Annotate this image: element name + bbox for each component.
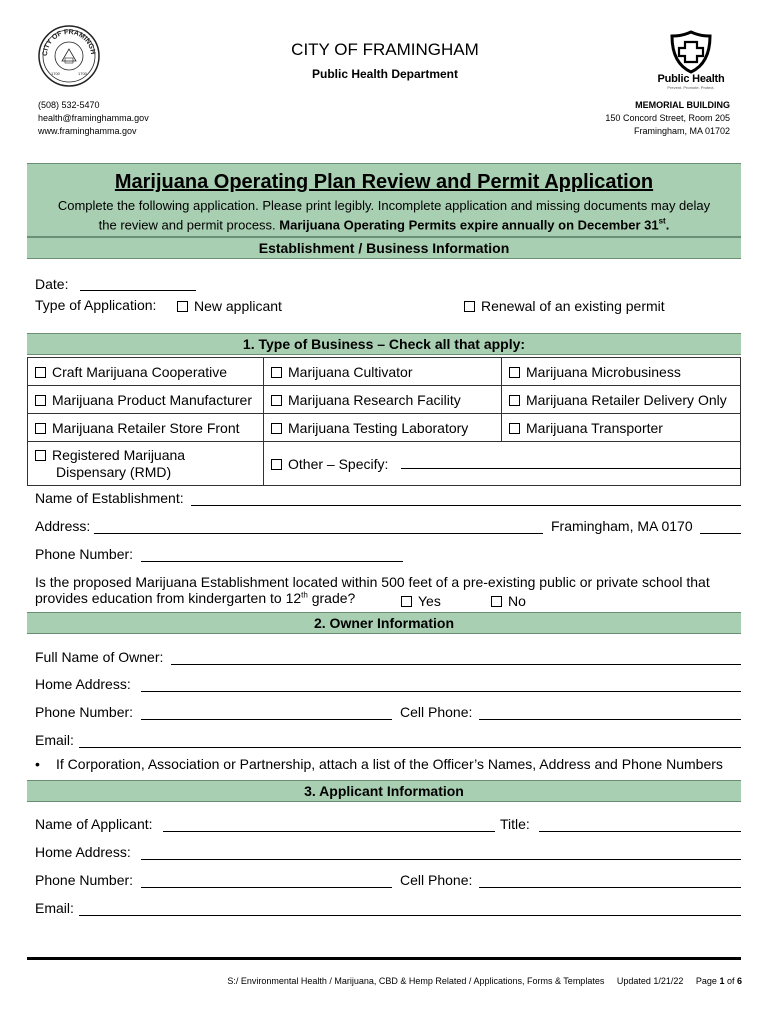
business-option[interactable] [264, 414, 502, 442]
owner-cell-field[interactable] [479, 719, 741, 720]
address-label: Address: [35, 518, 91, 534]
rmd-label-line2: Dispensary (RMD) [56, 463, 172, 480]
school-question-text: provides education from kindergarten to 12 [35, 590, 302, 606]
business-checkbox[interactable] [271, 367, 282, 378]
business-option-rmd[interactable] [28, 442, 264, 486]
footer-path: S:/ Environmental Health / Marijuana, CBD & Hemp Related / Applications, Forms & Templates [227, 976, 605, 986]
owner-email-field[interactable] [79, 747, 741, 748]
applicant-cell-label: Cell Phone: [400, 872, 473, 888]
owner-address-field[interactable] [141, 691, 741, 692]
new-applicant-checkbox[interactable] [177, 301, 188, 312]
application-type-label: Type of Application: [35, 297, 157, 313]
owner-bullet-note [35, 756, 723, 772]
school-question-sup: th [301, 590, 308, 600]
building-name: MEMORIAL BUILDING [635, 100, 730, 110]
business-option-label: Marijuana Testing Laboratory [288, 419, 469, 436]
section-applicant: 3. Applicant Information [27, 780, 741, 802]
contact-left [38, 99, 149, 138]
school-no-option[interactable] [491, 593, 526, 609]
business-option-label: Marijuana Product Manufacturer [52, 391, 252, 408]
department-website[interactable]: www.framinghamma.gov [38, 126, 137, 136]
seal-year-left: 1700 [51, 71, 60, 76]
public-health-logo [650, 30, 732, 92]
desc-sup: st [658, 217, 666, 226]
contact-right [605, 99, 730, 138]
business-option-label: Craft Marijuana Cooperative [52, 363, 228, 380]
title-banner [27, 163, 741, 237]
new-applicant-option[interactable] [177, 298, 282, 314]
school-no-checkbox[interactable] [491, 596, 502, 607]
logo-title: Public Health [657, 73, 725, 85]
other-specify-field[interactable] [401, 468, 741, 469]
applicant-name-label: Name of Applicant: [35, 816, 153, 832]
business-checkbox[interactable] [271, 395, 282, 406]
renewal-checkbox[interactable] [464, 301, 475, 312]
owner-phone-field[interactable] [141, 719, 392, 720]
owner-cell-label: Cell Phone: [400, 704, 473, 720]
section-business-type: 1. Type of Business – Check all that apply: [27, 333, 741, 355]
applicant-email-label: Email: [35, 900, 74, 916]
business-option-label: Marijuana Retailer Store Front [52, 419, 240, 436]
business-option[interactable] [28, 414, 264, 442]
business-checkbox[interactable] [35, 395, 46, 406]
desc-expiry: Marijuana Operating Permits expire annually on December 31 [279, 217, 659, 233]
form-title: Marijuana Operating Plan Review and Permit Application [114, 171, 654, 193]
business-option[interactable] [264, 386, 502, 414]
business-option[interactable] [264, 358, 502, 386]
business-type-grid [27, 357, 741, 486]
establishment-name-field[interactable] [191, 505, 741, 506]
owner-phone-label: Phone Number: [35, 704, 134, 720]
business-option-other[interactable] [264, 442, 741, 486]
shield-cross-icon [668, 30, 714, 74]
section-owner: 2. Owner Information [27, 612, 741, 634]
address-field[interactable] [94, 533, 543, 534]
business-checkbox[interactable] [509, 423, 520, 434]
owner-note-text: If Corporation, Association or Partnership, attach a list of the Officer’s Names, Address and Phone Numbers [56, 756, 723, 772]
footer-page-prefix: Page [695, 976, 720, 986]
applicant-address-field[interactable] [141, 859, 741, 860]
department-phone: (508) 532-5470 [38, 100, 100, 110]
business-checkbox[interactable] [271, 423, 282, 434]
logo-subtitle: Prevent. Promote. Protect. [667, 85, 715, 90]
applicant-address-label: Home Address: [35, 844, 131, 860]
building-city: Framingham, MA 01702 [633, 126, 730, 136]
date-field[interactable] [80, 290, 196, 291]
building-street: 150 Concord Street, Room 205 [605, 113, 730, 123]
owner-address-label: Home Address: [35, 676, 131, 692]
establishment-name-label: Name of Establishment: [35, 490, 184, 506]
owner-name-field[interactable] [171, 664, 741, 665]
new-applicant-label: New applicant [194, 298, 282, 314]
footer-page-total: 6 [736, 976, 742, 986]
seal-text: CITY OF FRAMINGH [41, 28, 97, 57]
school-yes-checkbox[interactable] [401, 596, 412, 607]
footer-page-num: 1 [719, 976, 725, 986]
business-option[interactable] [502, 358, 741, 386]
footer-updated: Updated 1/21/22 [616, 976, 684, 986]
owner-name-label: Full Name of Owner: [35, 649, 164, 665]
other-checkbox[interactable] [271, 459, 282, 470]
business-option[interactable] [502, 414, 741, 442]
desc-line2: the review and permit process. [98, 217, 280, 233]
desc-line1: Complete the following application. Please print legibly. Incomplete application and missing documents may delay [57, 198, 711, 213]
other-label: Other – Specify: [288, 455, 389, 472]
business-option-label: Marijuana Cultivator [288, 363, 413, 380]
applicant-cell-field[interactable] [479, 887, 741, 888]
rmd-checkbox[interactable] [35, 450, 46, 461]
rmd-label-line1: Registered Marijuana [52, 446, 186, 463]
department-email[interactable]: health@framinghamma.gov [38, 113, 149, 123]
school-question-end: grade? [307, 590, 356, 606]
address-city: Framingham, MA 0170 [551, 518, 693, 534]
section-establishment: Establishment / Business Information [27, 237, 741, 259]
school-no-label: No [508, 593, 526, 609]
department-title: Public Health Department [311, 67, 459, 81]
renewal-label: Renewal of an existing permit [481, 298, 665, 314]
business-checkbox[interactable] [35, 423, 46, 434]
school-question-line1: Is the proposed Marijuana Establishment located within 500 feet of a pre-existing public or private school that [35, 574, 710, 590]
business-checkbox[interactable] [509, 367, 520, 378]
applicant-phone-field[interactable] [141, 887, 392, 888]
school-yes-option[interactable] [401, 593, 441, 609]
business-checkbox[interactable] [509, 395, 520, 406]
applicant-title-label: Title: [500, 816, 530, 832]
footer-divider [27, 957, 741, 960]
business-option[interactable] [502, 386, 741, 414]
bullet-icon: • [35, 756, 40, 772]
applicant-name-field[interactable] [163, 831, 495, 832]
applicant-title-field[interactable] [539, 831, 741, 832]
school-question-line2 [35, 590, 355, 606]
date-label: Date: [35, 276, 69, 292]
business-checkbox[interactable] [35, 367, 46, 378]
page-footer [227, 976, 742, 986]
seal-year-right: 1700 [78, 71, 87, 76]
city-title: CITY OF FRAMINGHAM [291, 40, 479, 59]
establishment-phone-label: Phone Number: [35, 546, 134, 562]
business-option-label: Marijuana Research Facility [288, 391, 461, 408]
renewal-option[interactable] [464, 298, 665, 314]
applicant-email-field[interactable] [79, 915, 741, 916]
owner-email-label: Email: [35, 732, 74, 748]
business-option-label: Marijuana Transporter [526, 419, 663, 436]
business-option-label: Marijuana Microbusiness [526, 363, 681, 380]
business-option[interactable] [28, 386, 264, 414]
form-description [27, 198, 741, 233]
footer-page-of: of [724, 976, 737, 986]
business-option[interactable] [28, 358, 264, 386]
establishment-phone-field[interactable] [141, 561, 403, 562]
business-option-label: Marijuana Retailer Delivery Only [526, 391, 727, 408]
desc-end: . [665, 217, 670, 233]
school-yes-label: Yes [418, 593, 441, 609]
zip-digit-field[interactable] [700, 533, 741, 534]
applicant-phone-label: Phone Number: [35, 872, 134, 888]
